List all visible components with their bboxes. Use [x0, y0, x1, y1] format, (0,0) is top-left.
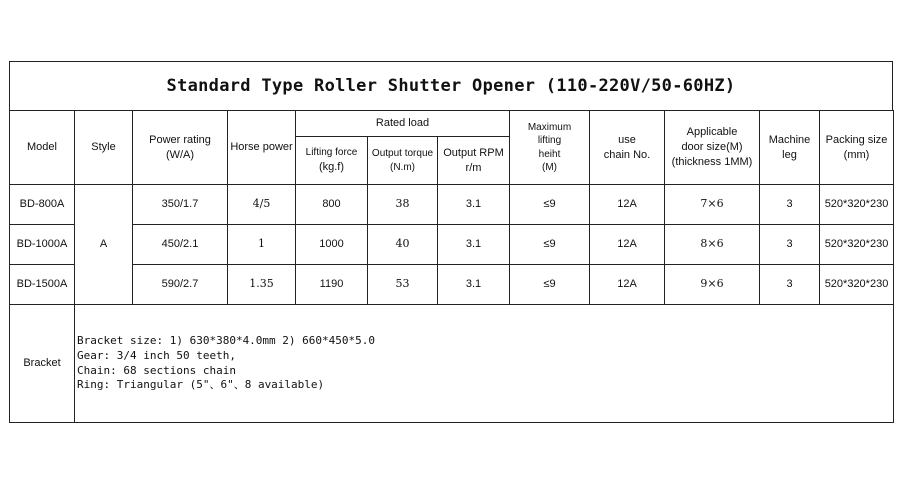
header-output-torque-unit: (N.m) — [390, 161, 415, 173]
bracket-size-line: Bracket size: 1) 630*380*4.0mm 2) 660*450*5.0 — [77, 333, 376, 347]
header-use-chain-line: chain No. — [603, 148, 651, 161]
bracket-chain-line: Chain: 68 sections chain — [77, 363, 236, 377]
cell-style: A — [75, 185, 133, 305]
cell-lifting-force: 1190 — [296, 265, 368, 305]
header-horse-power: Horse power — [228, 111, 296, 185]
cell-door-size: 8×6 — [665, 225, 760, 265]
spec-table — [9, 110, 894, 423]
header-model: Model — [10, 111, 75, 185]
table-row — [10, 265, 894, 305]
cell-lifting-height: ≤9 — [510, 225, 590, 265]
cell-output-torque: 40 — [368, 225, 438, 265]
header-lifting-force — [296, 137, 368, 185]
cell-model: BD-1000A — [10, 225, 75, 265]
header-door-size — [665, 111, 760, 185]
header-max-lifting-unit: (M) — [542, 162, 557, 173]
header-packing-size-unit: (mm) — [843, 148, 870, 161]
cell-machine-leg: 3 — [760, 225, 820, 265]
cell-power: 590/2.7 — [133, 265, 228, 305]
table-row — [10, 225, 894, 265]
cell-door-size: 7×6 — [665, 185, 760, 225]
header-output-rpm — [438, 137, 510, 185]
cell-output-rpm: 3.1 — [438, 185, 510, 225]
cell-output-torque: 38 — [368, 185, 438, 225]
bracket-row — [10, 305, 894, 423]
table-row — [10, 185, 894, 225]
cell-lifting-force: 1000 — [296, 225, 368, 265]
header-machine-leg: Machine leg — [760, 111, 820, 185]
cell-model: BD-1500A — [10, 265, 75, 305]
bracket-gear-line: Gear: 3/4 inch 50 teeth, — [77, 348, 236, 362]
cell-machine-leg: 3 — [760, 265, 820, 305]
header-power-rating-unit: (W/A) — [165, 148, 195, 161]
cell-machine-leg: 3 — [760, 185, 820, 225]
header-rated-load: Rated load — [296, 111, 510, 137]
cell-output-torque: 53 — [368, 265, 438, 305]
header-lifting-force-line: Lifting force — [305, 147, 358, 159]
cell-output-rpm: 3.1 — [438, 225, 510, 265]
cell-power: 350/1.7 — [133, 185, 228, 225]
cell-model: BD-800A — [10, 185, 75, 225]
header-output-rpm-line: Output RPM — [443, 146, 504, 159]
cell-power: 450/2.1 — [133, 225, 228, 265]
bracket-label: Bracket — [10, 305, 75, 423]
header-use-chain — [590, 111, 665, 185]
page-title: Standard Type Roller Shutter Opener (110-220V/50-60HZ) — [9, 61, 893, 110]
header-max-lifting-line: heiht — [538, 148, 561, 160]
cell-lifting-height: ≤9 — [510, 265, 590, 305]
header-door-size-line: door size(M) — [681, 141, 743, 154]
header-output-torque — [368, 137, 438, 185]
header-row-top — [10, 111, 894, 137]
cell-horse-power: 4/5 — [228, 185, 296, 225]
cell-packing-size: 520*320*230 — [820, 185, 894, 225]
cell-packing-size: 520*320*230 — [820, 225, 894, 265]
cell-packing-size: 520*320*230 — [820, 265, 894, 305]
header-style: Style — [75, 111, 133, 185]
cell-lifting-height: ≤9 — [510, 185, 590, 225]
header-output-rpm-unit: r/m — [465, 161, 482, 174]
header-max-lifting — [510, 111, 590, 185]
cell-chain: 12A — [590, 265, 665, 305]
cell-output-rpm: 3.1 — [438, 265, 510, 305]
cell-chain: 12A — [590, 225, 665, 265]
cell-chain: 12A — [590, 185, 665, 225]
header-power-rating — [133, 111, 228, 185]
header-max-lifting-line: Maximum — [527, 121, 572, 133]
header-packing-size-line: Packing size — [825, 133, 888, 146]
header-use-chain-line: use — [618, 133, 636, 146]
cell-door-size: 9×6 — [665, 265, 760, 305]
spec-sheet — [9, 61, 893, 429]
bracket-details — [75, 305, 894, 423]
cell-horse-power: 1 — [228, 225, 296, 265]
header-door-size-line: (thickness 1MM) — [671, 155, 753, 168]
header-door-size-line: Applicable — [686, 126, 738, 139]
header-max-lifting-line: lifting — [537, 135, 562, 146]
header-output-torque-line: Output torque — [371, 148, 434, 159]
header-packing-size — [820, 111, 894, 185]
bracket-ring-line: Ring: Triangular (5"、6"、8 available) — [77, 378, 325, 392]
header-power-rating-line: Power rating — [149, 133, 211, 146]
header-lifting-force-unit: (kg.f) — [318, 160, 345, 173]
cell-lifting-force: 800 — [296, 185, 368, 225]
cell-horse-power: 1.35 — [228, 265, 296, 305]
